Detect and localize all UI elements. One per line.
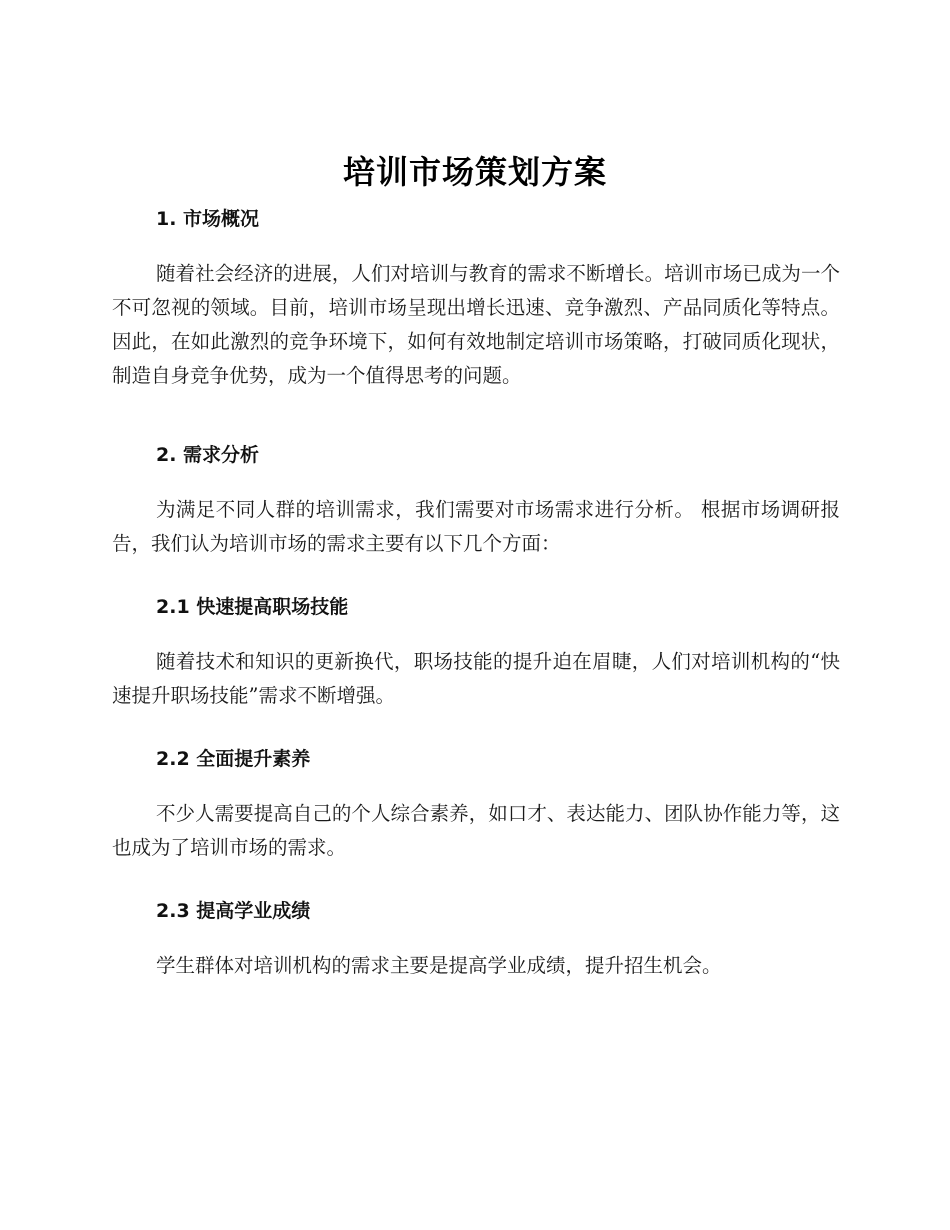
section-heading-market-overview: 1. 市场概况 xyxy=(156,208,260,230)
section-heading-overall-quality: 2.2 全面提升素养 xyxy=(156,748,311,770)
document-title: 培训市场策划方案 xyxy=(342,153,607,191)
section-paragraph-demand-analysis: 为满足不同人群的培训需求，我们需要对市场需求进行分析。 根据市场调研报告，我们认为培训市场的需求主要有以下几个方面： xyxy=(112,498,840,555)
section-paragraph-workplace-skills: 随着技术和知识的更新换代，职场技能的提升迫在眉睫，人们对培训机构的“快速提升职场技能”需求不断增强。 xyxy=(112,650,840,707)
section-heading-demand-analysis: 2. 需求分析 xyxy=(156,444,260,466)
section-paragraph-academic-performance: 学生群体对培训机构的需求主要是提高学业成绩，提升招生机会。 xyxy=(156,954,722,977)
section-heading-workplace-skills: 2.1 快速提高职场技能 xyxy=(156,596,349,618)
section-paragraph-market-overview: 随着社会经济的进展，人们对培训与教育的需求不断增长。培训市场已成为一个不可忽视的领域。目前，培训市场呈现出增长迅速、竞争激烈、产品同质化等特点。因此，在如此激烈的竞争环境下，如何有效地制定培训市场策略，打破同质化现状，制造自身竞争优势，成为一个值得思考的问题。 xyxy=(112,262,840,387)
section-paragraph-overall-quality: 不少人需要提高自己的个人综合素养，如口才、表达能力、团队协作能力等，这也成为了培训市场的需求。 xyxy=(112,802,840,859)
section-heading-academic-performance: 2.3 提高学业成绩 xyxy=(156,900,311,922)
